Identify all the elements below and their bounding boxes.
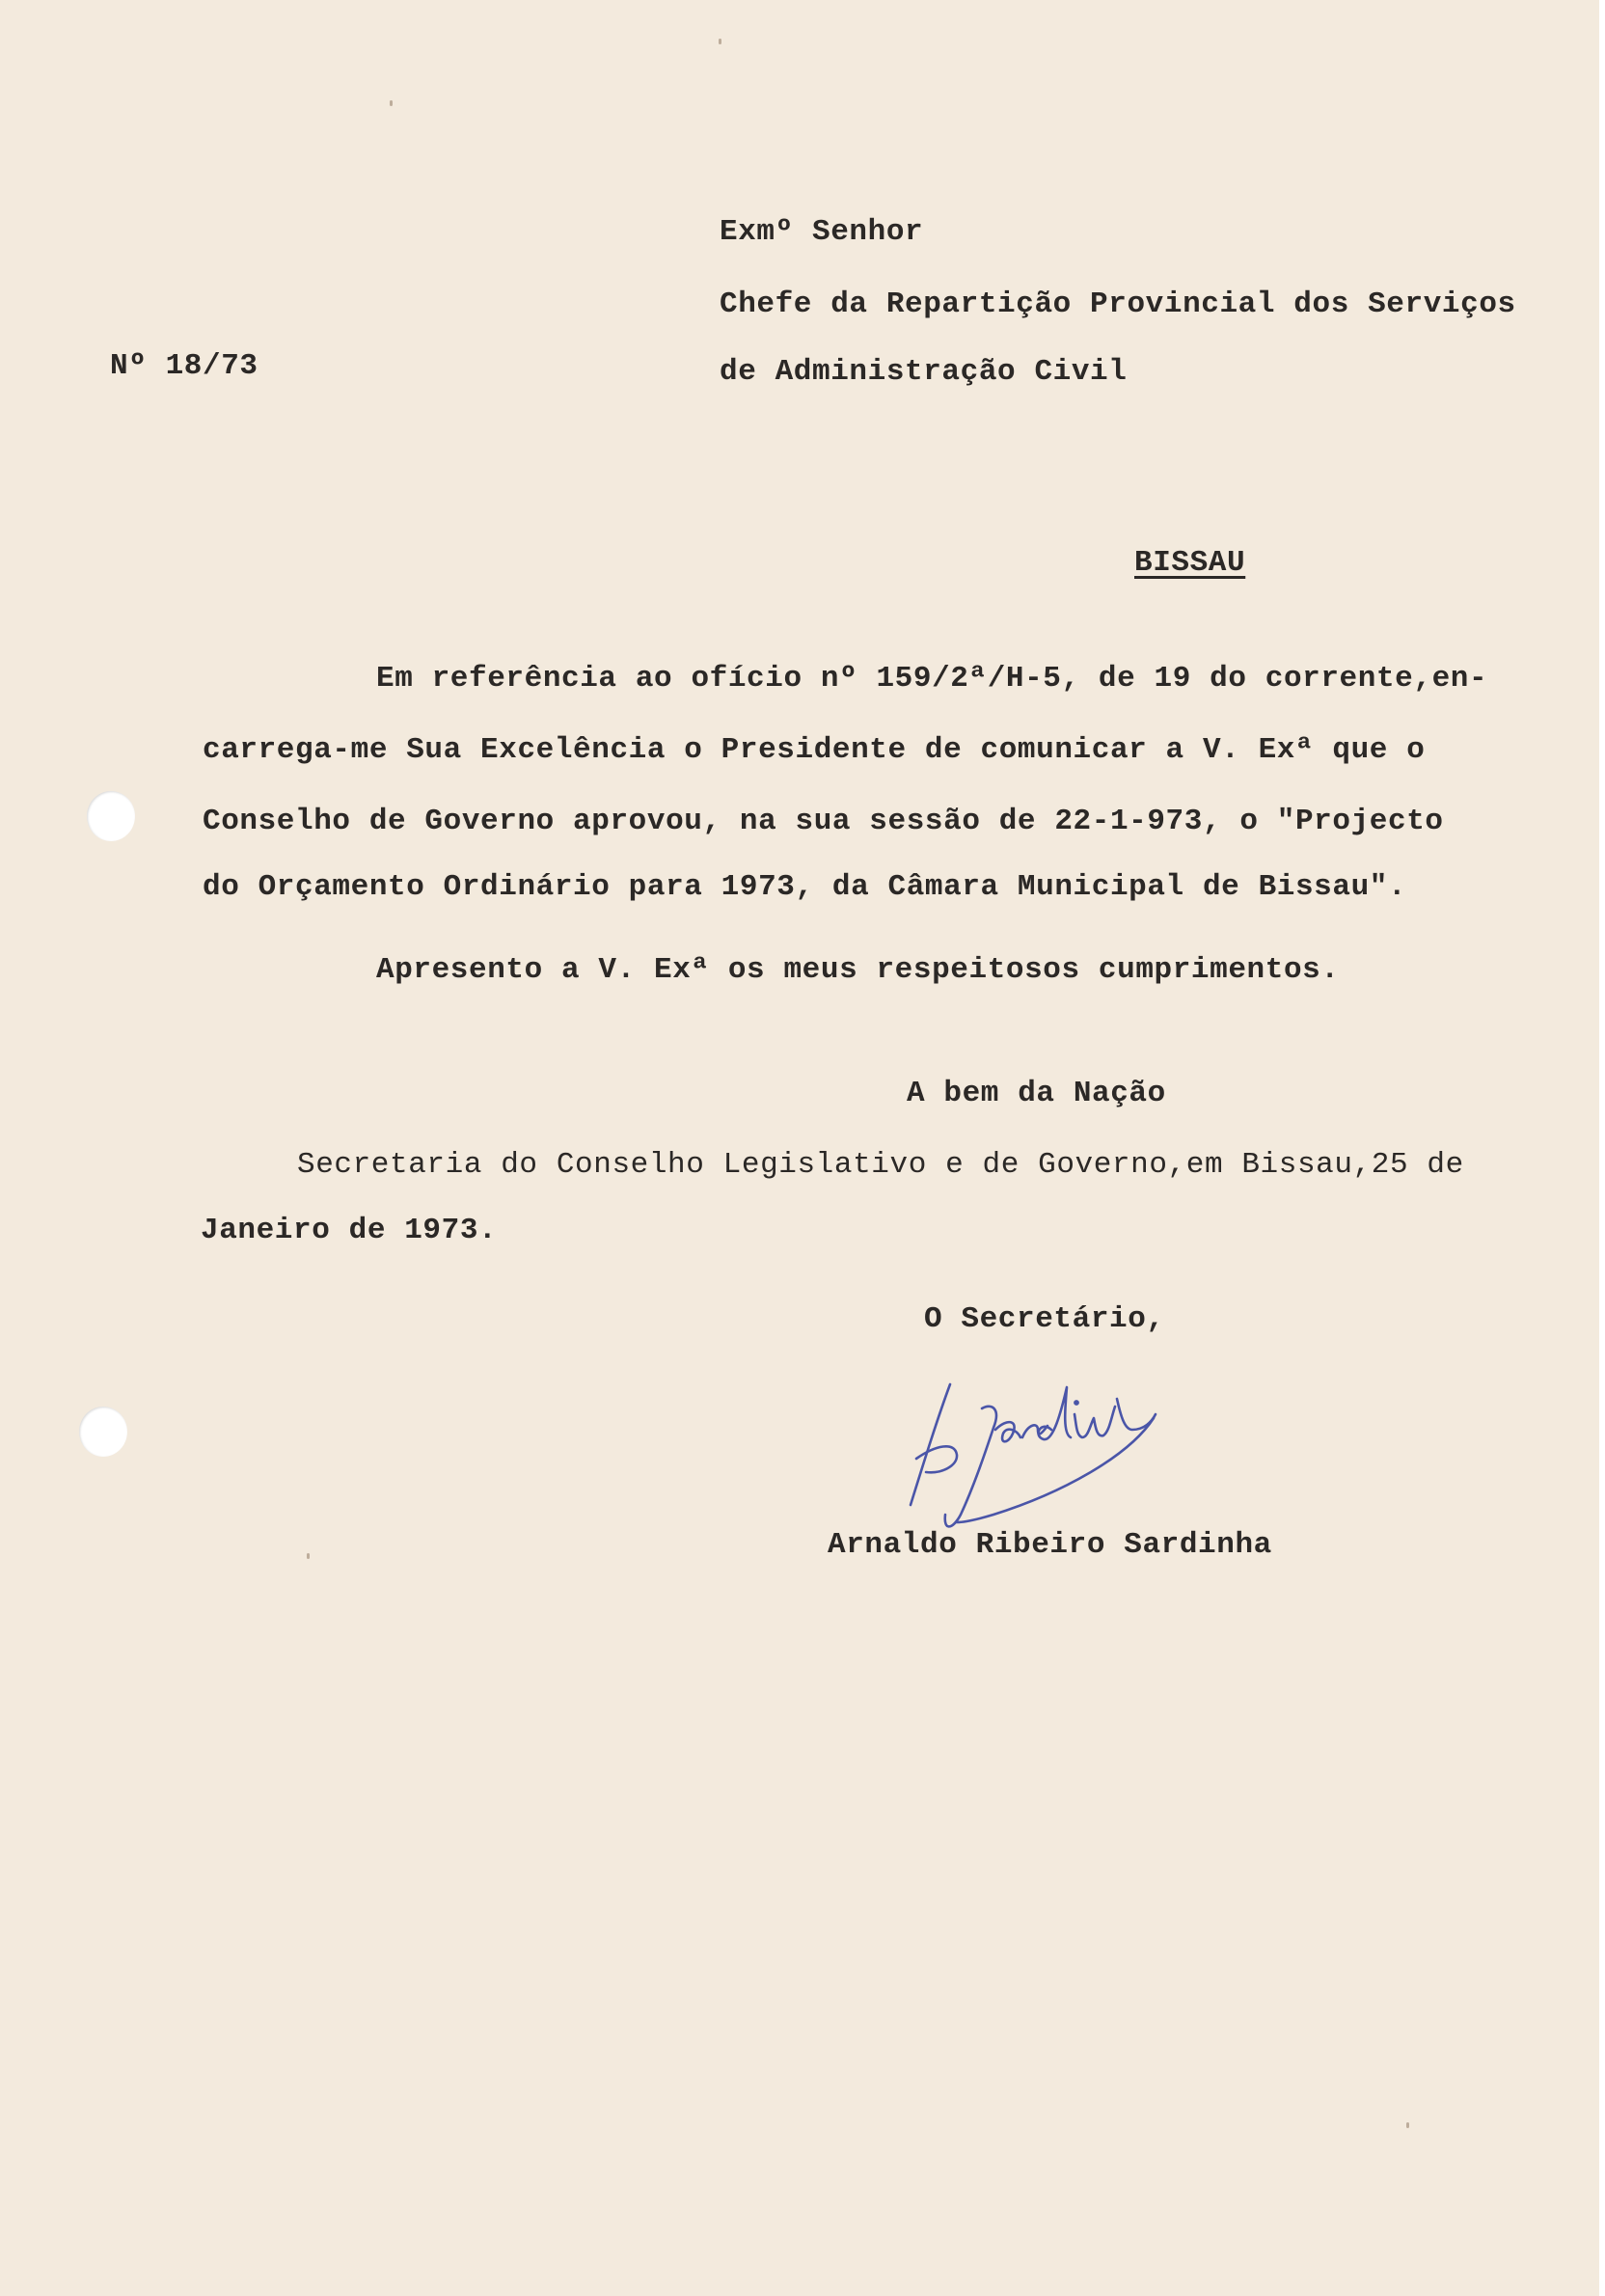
signatory-name: Arnaldo Ribeiro Sardinha bbox=[828, 1528, 1272, 1562]
reference-number: Nº 18/73 bbox=[110, 349, 258, 383]
paragraph-1-line-1: Em referência ao ofício nº 159/2ª/H-5, de 19 do corrente,en- bbox=[376, 662, 1488, 696]
addressee-salutation: Exmº Senhor bbox=[720, 215, 924, 249]
place-date-line-2: Janeiro de 1973. bbox=[201, 1214, 498, 1247]
addressee-city: BISSAU bbox=[1134, 546, 1246, 580]
paper-speck bbox=[390, 100, 393, 106]
paragraph-1-line-4: do Orçamento Ordinário para 1973, da Câmara Municipal de Bissau". bbox=[203, 870, 1407, 904]
handwritten-signature-icon bbox=[897, 1370, 1177, 1544]
punch-hole-top bbox=[87, 791, 135, 841]
paper-speck bbox=[719, 39, 721, 44]
addressee-line-1: Chefe da Repartição Provincial dos Serviços bbox=[720, 287, 1516, 321]
paragraph-1-line-2: carrega-me Sua Excelência o Presidente de comunicar a V. Exª que o bbox=[203, 733, 1426, 767]
signatory-title: O Secretário, bbox=[924, 1302, 1165, 1336]
paragraph-2: Apresento a V. Exª os meus respeitosos cumprimentos. bbox=[376, 953, 1340, 987]
punch-hole-bottom bbox=[79, 1407, 127, 1457]
place-date-line-1: Secretaria do Conselho Legislativo e de Governo,em Bissau,25 de bbox=[297, 1148, 1464, 1182]
paragraph-1-line-3: Conselho de Governo aprovou, na sua sessão de 22-1-973, o "Projecto bbox=[203, 805, 1444, 838]
addressee-line-2: de Administração Civil bbox=[720, 355, 1128, 389]
paper-speck bbox=[307, 1553, 310, 1559]
closing-motto: A bem da Nação bbox=[907, 1077, 1166, 1110]
paper-speck bbox=[1406, 2122, 1409, 2128]
